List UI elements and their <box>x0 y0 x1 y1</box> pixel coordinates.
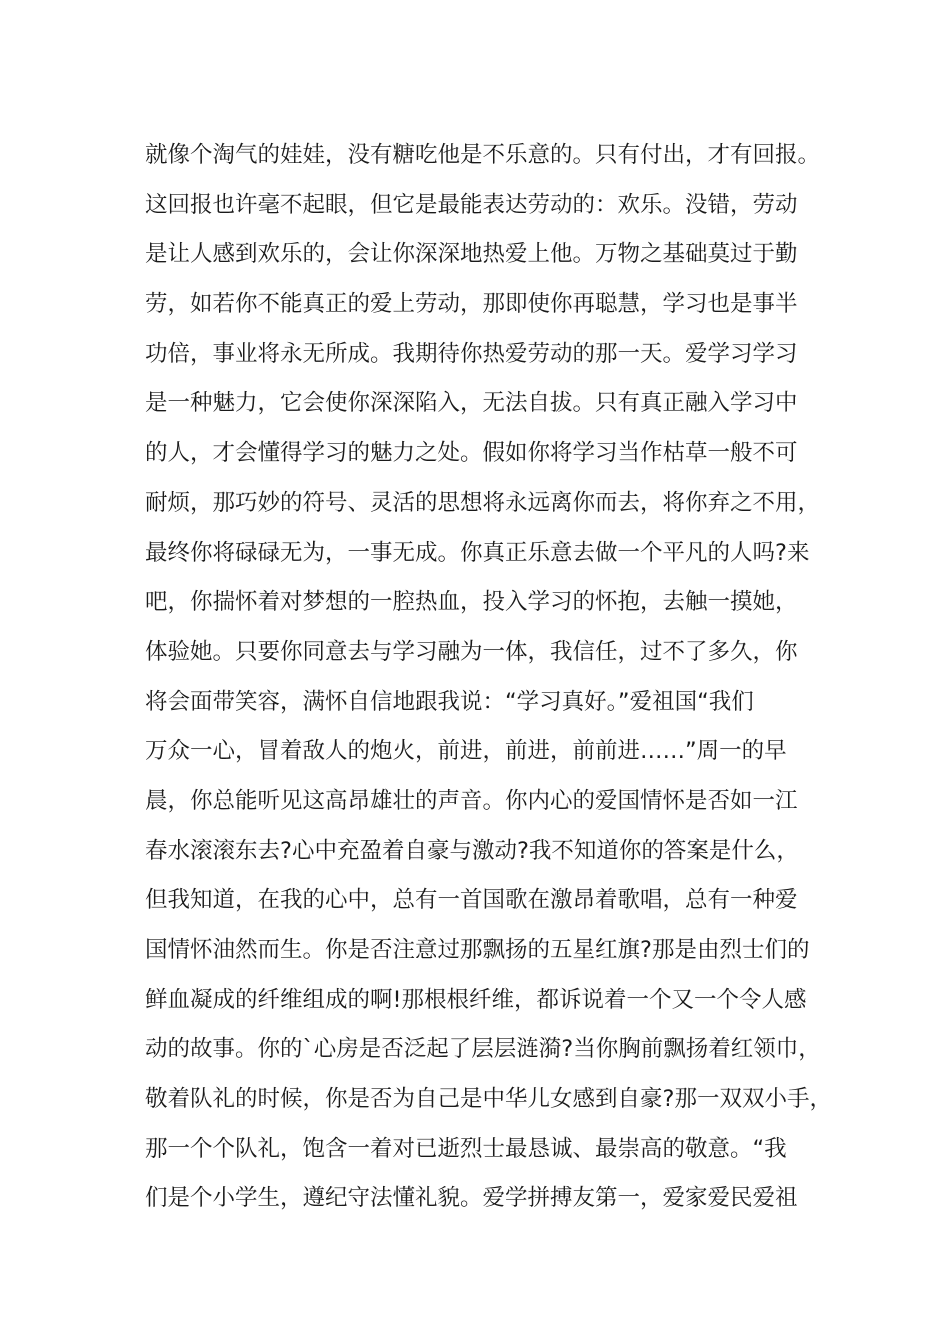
text-line: 动的故事。你的`心房是否泛起了层层涟漪?当你胸前飘扬着红领巾， <box>145 1036 821 1063</box>
text-line: 将会面带笑容，满怀自信地跟我说：“学习真好。”爱祖国“我们 <box>145 688 754 715</box>
text-line: 们是个小学生，遵纪守法懂礼貌。爱学拼搏友第一，爱家爱民爱祖 <box>145 1185 798 1212</box>
text-line: 国情怀油然而生。你是否注意过那飘扬的五星红旗?那是由烈士们的 <box>145 937 810 963</box>
text-line: 但我知道，在我的心中，总有一首国歌在激昂着歌唱，总有一种爱 <box>145 887 798 914</box>
text-line: 这回报也许毫不起眼，但它是最能表达劳动的：欢乐。没错，劳动 <box>145 191 798 218</box>
text-line: 功倍，事业将永无所成。我期待你热爱劳动的那一天。爱学习学习 <box>145 340 798 367</box>
body-text <box>145 131 835 1224</box>
text-line: 就像个淘气的娃娃，没有糖吃他是不乐意的。只有付出，才有回报。 <box>145 142 821 168</box>
text-line: 吧，你揣怀着对梦想的一腔热血，投入学习的怀抱，去触一摸她， <box>145 589 798 616</box>
text-line: 是一种魅力，它会使你深深陷入，无法自拔。只有真正融入学习中 <box>145 390 798 417</box>
text-line: 耐烦，那巧妙的符号、灵活的思想将永远离你而去，将你弃之不用， <box>145 489 821 516</box>
text-line: 劳，如若你不能真正的爱上劳动，那即使你再聪慧，学习也是事半 <box>145 291 798 318</box>
text-line: 的人，才会懂得学习的魅力之处。假如你将学习当作枯草一般不可 <box>145 440 798 467</box>
text-line: 最终你将碌碌无为，一事无成。你真正乐意去做一个平凡的人吗?来 <box>145 539 810 566</box>
text-line: 敬着队礼的时候，你是否为自己是中华儿女感到自豪?那一双双小手， <box>145 1086 832 1113</box>
text-line: 是让人感到欢乐的，会让你深深地热爱上他。万物之基础莫过于勤 <box>145 241 798 268</box>
text-line: 晨，你总能听见这高昂雄壮的声音。你内心的爱国情怀是否如一江 <box>145 787 798 814</box>
text-line: 那一个个队礼，饱含一着对已逝烈士最恳诚、最崇高的敬意。“我 <box>145 1135 787 1162</box>
text-line: 体验她。只要你同意去与学习融为一体，我信任，过不了多久，你 <box>145 638 798 665</box>
text-line: 万众一心，冒着敌人的炮火，前进，前进，前前进……”周一的早 <box>145 738 787 765</box>
text-line: 鲜血凝成的纤维组成的啊!那根根纤维，都诉说着一个又一个令人感 <box>145 986 807 1013</box>
text-line: 春水滚滚东去?心中充盈着自豪与激动?我不知道你的答案是什么， <box>145 837 799 864</box>
